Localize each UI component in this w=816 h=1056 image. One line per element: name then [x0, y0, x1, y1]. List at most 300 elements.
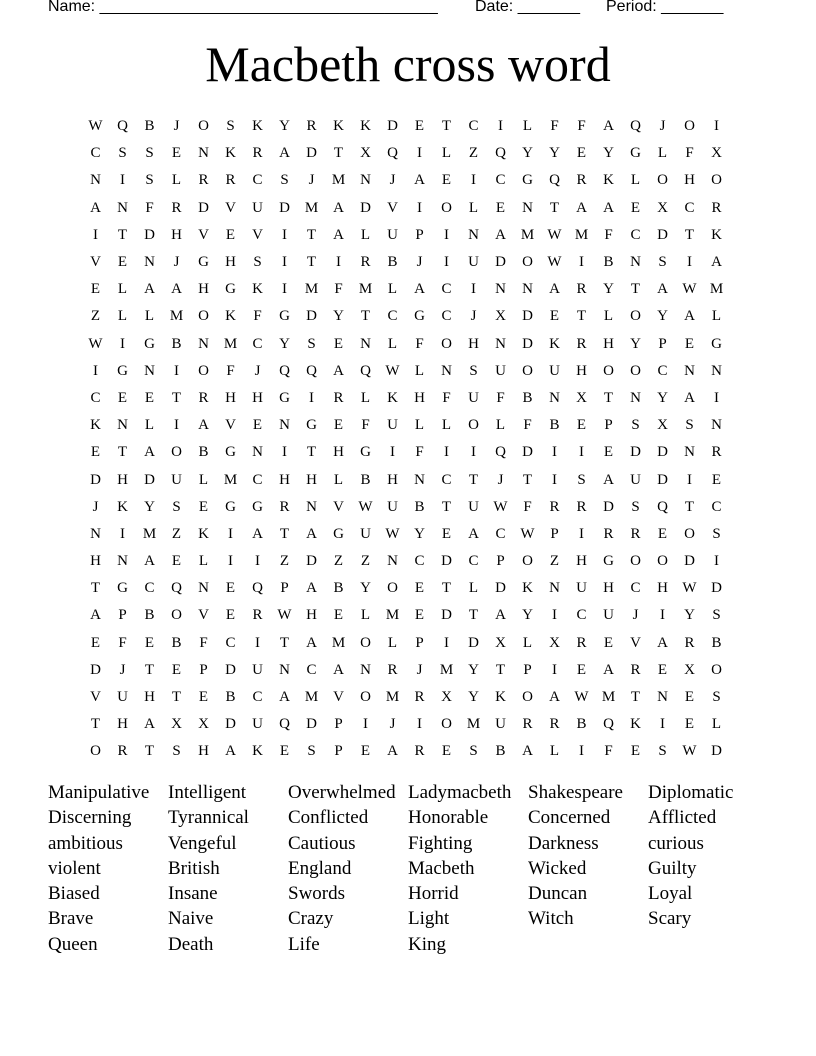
grid-letter[interactable]: N — [90, 172, 101, 189]
grid-letter[interactable]: O — [441, 716, 452, 733]
grid-letter[interactable]: P — [658, 335, 667, 352]
grid-letter[interactable]: A — [414, 281, 425, 298]
grid-letter[interactable]: B — [144, 118, 155, 135]
grid-letter[interactable]: H — [576, 553, 587, 570]
grid-letter[interactable]: D — [468, 634, 479, 651]
grid-letter[interactable]: K — [252, 281, 263, 298]
grid-letter[interactable]: B — [603, 254, 614, 271]
grid-letter[interactable]: E — [90, 281, 101, 298]
grid-letter[interactable]: O — [360, 689, 371, 706]
grid-letter[interactable]: L — [522, 634, 533, 651]
grid-letter[interactable]: G — [144, 335, 155, 352]
grid-letter[interactable]: T — [468, 471, 479, 488]
grid-letter[interactable]: K — [522, 580, 533, 597]
grid-letter[interactable]: L — [387, 281, 398, 298]
grid-letter[interactable]: A — [198, 417, 209, 434]
grid-letter[interactable]: C — [441, 308, 452, 325]
grid-letter[interactable]: V — [90, 254, 101, 271]
grid-letter[interactable]: E — [171, 145, 182, 162]
grid-letter[interactable]: S — [712, 525, 721, 542]
grid-letter[interactable]: S — [253, 254, 262, 271]
grid-letter[interactable]: A — [333, 362, 344, 379]
grid-letter[interactable]: C — [495, 525, 506, 542]
grid-letter[interactable]: O — [387, 580, 398, 597]
grid-letter[interactable]: U — [468, 389, 479, 406]
grid-letter[interactable]: W — [358, 498, 373, 515]
grid-letter[interactable]: N — [360, 661, 371, 678]
grid-letter[interactable]: G — [306, 417, 317, 434]
grid-letter[interactable]: H — [117, 471, 128, 488]
grid-letter[interactable]: A — [414, 172, 425, 189]
period-field-label[interactable]: Period: _______ — [606, 0, 724, 15]
grid-letter[interactable]: E — [333, 607, 344, 624]
grid-letter[interactable]: V — [198, 607, 209, 624]
grid-letter[interactable]: H — [198, 281, 209, 298]
grid-letter[interactable]: C — [441, 471, 452, 488]
grid-letter[interactable]: E — [549, 308, 560, 325]
grid-letter[interactable]: E — [657, 525, 668, 542]
grid-letter[interactable]: C — [711, 498, 722, 515]
grid-letter[interactable]: U — [468, 498, 479, 515]
grid-letter[interactable]: B — [414, 498, 425, 515]
grid-letter[interactable]: A — [225, 743, 236, 760]
grid-letter[interactable]: E — [684, 716, 695, 733]
grid-letter[interactable]: E — [252, 417, 263, 434]
grid-letter[interactable]: W — [385, 362, 400, 379]
grid-letter[interactable]: I — [228, 553, 233, 570]
grid-letter[interactable]: N — [198, 580, 209, 597]
grid-letter[interactable]: R — [576, 335, 587, 352]
grid-letter[interactable]: I — [714, 389, 719, 406]
grid-letter[interactable]: O — [171, 444, 182, 461]
grid-letter[interactable]: H — [387, 471, 398, 488]
grid-letter[interactable]: O — [441, 199, 452, 216]
grid-letter[interactable]: J — [173, 254, 180, 271]
grid-letter[interactable]: N — [684, 444, 695, 461]
grid-letter[interactable]: X — [657, 199, 668, 216]
grid-letter[interactable]: C — [252, 172, 263, 189]
grid-letter[interactable]: X — [549, 634, 560, 651]
grid-letter[interactable]: A — [711, 254, 722, 271]
grid-letter[interactable]: L — [468, 199, 479, 216]
grid-letter[interactable]: O — [630, 553, 641, 570]
grid-letter[interactable]: D — [90, 661, 101, 678]
grid-letter[interactable]: U — [576, 580, 587, 597]
grid-letter[interactable]: E — [576, 661, 587, 678]
grid-letter[interactable]: E — [603, 444, 614, 461]
grid-letter[interactable]: F — [550, 118, 559, 135]
grid-letter[interactable]: I — [120, 335, 125, 352]
grid-letter[interactable]: L — [117, 308, 128, 325]
grid-letter[interactable]: C — [306, 661, 317, 678]
grid-letter[interactable]: N — [360, 335, 371, 352]
grid-letter[interactable]: E — [495, 199, 506, 216]
grid-letter[interactable]: R — [279, 498, 290, 515]
grid-letter[interactable]: Y — [549, 145, 560, 162]
grid-letter[interactable]: N — [198, 335, 209, 352]
grid-letter[interactable]: P — [523, 661, 532, 678]
grid-letter[interactable]: P — [550, 525, 559, 542]
grid-letter[interactable]: W — [88, 335, 103, 352]
grid-letter[interactable]: M — [169, 308, 184, 325]
grid-letter[interactable]: D — [603, 498, 614, 515]
grid-letter[interactable]: O — [684, 118, 695, 135]
grid-letter[interactable]: F — [334, 281, 343, 298]
grid-letter[interactable]: D — [360, 199, 371, 216]
grid-letter[interactable]: S — [712, 607, 721, 624]
grid-letter[interactable]: A — [306, 634, 317, 651]
grid-letter[interactable]: K — [252, 743, 263, 760]
grid-letter[interactable]: L — [549, 743, 560, 760]
grid-letter[interactable]: A — [657, 281, 668, 298]
grid-letter[interactable]: T — [630, 689, 641, 706]
grid-letter[interactable]: C — [144, 580, 155, 597]
grid-letter[interactable]: P — [415, 634, 424, 651]
grid-letter[interactable]: L — [333, 471, 344, 488]
grid-letter[interactable]: V — [198, 226, 209, 243]
grid-letter[interactable]: Q — [252, 580, 263, 597]
grid-letter[interactable]: S — [145, 145, 154, 162]
grid-letter[interactable]: U — [360, 525, 371, 542]
grid-letter[interactable]: S — [469, 362, 478, 379]
grid-letter[interactable]: R — [387, 661, 398, 678]
grid-letter[interactable]: O — [657, 172, 668, 189]
grid-letter[interactable]: A — [603, 118, 614, 135]
grid-letter[interactable]: R — [684, 634, 695, 651]
grid-letter[interactable]: O — [522, 254, 533, 271]
grid-letter[interactable]: F — [685, 145, 694, 162]
date-field-label[interactable]: Date: _______ — [475, 0, 580, 15]
grid-letter[interactable]: O — [171, 607, 182, 624]
grid-letter[interactable]: F — [145, 199, 154, 216]
grid-letter[interactable]: J — [416, 661, 423, 678]
grid-letter[interactable]: I — [444, 444, 449, 461]
grid-letter[interactable]: G — [252, 498, 263, 515]
grid-letter[interactable]: A — [495, 226, 506, 243]
grid-letter[interactable]: K — [90, 417, 101, 434]
grid-letter[interactable]: H — [603, 335, 614, 352]
grid-letter[interactable]: I — [363, 716, 368, 733]
grid-letter[interactable]: X — [441, 689, 452, 706]
grid-letter[interactable]: I — [120, 172, 125, 189]
grid-letter[interactable]: W — [493, 498, 508, 515]
grid-letter[interactable]: A — [333, 661, 344, 678]
grid-letter[interactable]: X — [576, 389, 587, 406]
grid-letter[interactable]: H — [306, 607, 317, 624]
grid-letter[interactable]: U — [495, 362, 506, 379]
grid-letter[interactable]: Q — [657, 498, 668, 515]
grid-letter[interactable]: T — [549, 199, 560, 216]
grid-letter[interactable]: T — [117, 226, 128, 243]
grid-letter[interactable]: R — [576, 634, 587, 651]
grid-letter[interactable]: A — [306, 525, 317, 542]
grid-letter[interactable]: A — [468, 525, 479, 542]
grid-letter[interactable]: C — [90, 389, 101, 406]
grid-letter[interactable]: I — [444, 634, 449, 651]
grid-letter[interactable]: S — [172, 498, 181, 515]
grid-letter[interactable]: C — [225, 634, 236, 651]
grid-letter[interactable]: D — [711, 580, 722, 597]
grid-letter[interactable]: T — [306, 444, 317, 461]
grid-letter[interactable]: Q — [306, 362, 317, 379]
grid-letter[interactable]: G — [225, 281, 236, 298]
grid-letter[interactable]: K — [198, 525, 209, 542]
grid-letter[interactable]: A — [252, 525, 263, 542]
grid-letter[interactable]: F — [523, 417, 532, 434]
grid-letter[interactable]: U — [387, 498, 398, 515]
grid-letter[interactable]: F — [496, 389, 505, 406]
grid-letter[interactable]: L — [360, 389, 371, 406]
grid-letter[interactable]: P — [199, 661, 208, 678]
grid-letter[interactable]: N — [306, 498, 317, 515]
grid-letter[interactable]: H — [171, 226, 182, 243]
grid-letter[interactable]: N — [387, 553, 398, 570]
grid-letter[interactable]: J — [119, 661, 126, 678]
grid-letter[interactable]: E — [333, 335, 344, 352]
grid-letter[interactable]: A — [144, 444, 155, 461]
grid-letter[interactable]: F — [226, 362, 235, 379]
grid-letter[interactable]: D — [306, 716, 317, 733]
grid-letter[interactable]: D — [657, 471, 668, 488]
grid-letter[interactable]: X — [684, 661, 695, 678]
grid-letter[interactable]: W — [682, 580, 697, 597]
grid-letter[interactable]: I — [498, 118, 503, 135]
grid-letter[interactable]: D — [306, 145, 317, 162]
grid-letter[interactable]: O — [630, 362, 641, 379]
grid-letter[interactable]: I — [174, 417, 179, 434]
grid-letter[interactable]: F — [415, 444, 424, 461]
grid-letter[interactable]: C — [441, 281, 452, 298]
grid-letter[interactable]: E — [198, 498, 209, 515]
grid-letter[interactable]: U — [603, 607, 614, 624]
grid-letter[interactable]: O — [522, 689, 533, 706]
grid-letter[interactable]: D — [495, 254, 506, 271]
grid-letter[interactable]: H — [306, 471, 317, 488]
grid-letter[interactable]: T — [90, 716, 101, 733]
grid-letter[interactable]: D — [225, 716, 236, 733]
grid-letter[interactable]: P — [280, 580, 289, 597]
grid-letter[interactable]: T — [144, 743, 155, 760]
grid-letter[interactable]: L — [144, 417, 155, 434]
grid-letter[interactable]: F — [604, 226, 613, 243]
grid-letter[interactable]: D — [225, 661, 236, 678]
grid-letter[interactable]: I — [309, 389, 314, 406]
grid-letter[interactable]: C — [576, 607, 587, 624]
grid-letter[interactable]: U — [387, 417, 398, 434]
grid-letter[interactable]: T — [522, 471, 533, 488]
grid-letter[interactable]: E — [630, 199, 641, 216]
grid-letter[interactable]: A — [603, 199, 614, 216]
grid-letter[interactable]: R — [360, 254, 371, 271]
grid-letter[interactable]: N — [495, 335, 506, 352]
grid-letter[interactable]: A — [333, 199, 344, 216]
grid-letter[interactable]: N — [360, 172, 371, 189]
grid-letter[interactable]: C — [657, 362, 668, 379]
grid-letter[interactable]: L — [387, 335, 398, 352]
grid-letter[interactable]: E — [603, 634, 614, 651]
grid-letter[interactable]: V — [252, 226, 263, 243]
grid-letter[interactable]: I — [552, 607, 557, 624]
grid-letter[interactable]: X — [171, 716, 182, 733]
grid-letter[interactable]: A — [144, 281, 155, 298]
grid-letter[interactable]: K — [630, 716, 641, 733]
grid-letter[interactable]: A — [90, 199, 101, 216]
grid-letter[interactable]: H — [144, 689, 155, 706]
grid-letter[interactable]: E — [576, 145, 587, 162]
grid-letter[interactable]: L — [603, 308, 614, 325]
grid-letter[interactable]: K — [603, 172, 614, 189]
grid-letter[interactable]: E — [657, 661, 668, 678]
grid-letter[interactable]: L — [360, 226, 371, 243]
grid-letter[interactable]: R — [225, 172, 236, 189]
grid-letter[interactable]: L — [522, 118, 533, 135]
grid-letter[interactable]: J — [92, 498, 99, 515]
grid-letter[interactable]: Y — [603, 281, 614, 298]
grid-letter[interactable]: G — [225, 444, 236, 461]
grid-letter[interactable]: A — [279, 689, 290, 706]
grid-letter[interactable]: H — [225, 389, 236, 406]
grid-letter[interactable]: Q — [279, 362, 290, 379]
grid-letter[interactable]: T — [576, 308, 587, 325]
grid-letter[interactable]: Q — [495, 145, 506, 162]
grid-letter[interactable]: H — [252, 389, 263, 406]
grid-letter[interactable]: A — [144, 716, 155, 733]
grid-letter[interactable]: I — [579, 743, 584, 760]
grid-letter[interactable]: H — [90, 553, 101, 570]
grid-letter[interactable]: L — [117, 281, 128, 298]
grid-letter[interactable]: L — [630, 172, 641, 189]
grid-letter[interactable]: R — [630, 525, 641, 542]
grid-letter[interactable]: Y — [603, 145, 614, 162]
grid-letter[interactable]: U — [171, 471, 182, 488]
grid-letter[interactable]: A — [90, 607, 101, 624]
grid-letter[interactable]: A — [549, 281, 560, 298]
grid-letter[interactable]: D — [198, 199, 209, 216]
grid-letter[interactable]: T — [441, 580, 452, 597]
grid-letter[interactable]: I — [471, 281, 476, 298]
grid-letter[interactable]: F — [523, 498, 532, 515]
grid-letter[interactable]: O — [711, 661, 722, 678]
grid-letter[interactable]: V — [225, 417, 236, 434]
grid-letter[interactable]: N — [441, 362, 452, 379]
grid-letter[interactable]: D — [657, 226, 668, 243]
grid-letter[interactable]: T — [603, 389, 614, 406]
grid-letter[interactable]: O — [198, 308, 209, 325]
grid-letter[interactable]: I — [417, 716, 422, 733]
grid-letter[interactable]: J — [632, 607, 639, 624]
grid-letter[interactable]: O — [198, 362, 209, 379]
grid-letter[interactable]: L — [468, 580, 479, 597]
grid-letter[interactable]: E — [225, 226, 236, 243]
grid-letter[interactable]: I — [93, 362, 98, 379]
grid-letter[interactable]: T — [279, 525, 290, 542]
grid-letter[interactable]: E — [171, 553, 182, 570]
grid-letter[interactable]: F — [415, 335, 424, 352]
grid-letter[interactable]: E — [441, 172, 452, 189]
grid-letter[interactable]: S — [307, 743, 316, 760]
grid-letter[interactable]: A — [522, 743, 533, 760]
grid-letter[interactable]: I — [687, 471, 692, 488]
grid-letter[interactable]: I — [282, 281, 287, 298]
grid-letter[interactable]: X — [711, 145, 722, 162]
grid-letter[interactable]: U — [117, 689, 128, 706]
grid-letter[interactable]: O — [522, 553, 533, 570]
grid-letter[interactable]: W — [277, 607, 292, 624]
grid-letter[interactable]: F — [604, 743, 613, 760]
grid-letter[interactable]: U — [252, 199, 263, 216]
grid-letter[interactable]: M — [331, 634, 346, 651]
grid-letter[interactable]: R — [630, 661, 641, 678]
grid-letter[interactable]: S — [172, 743, 181, 760]
grid-letter[interactable]: C — [684, 199, 695, 216]
grid-letter[interactable]: E — [684, 335, 695, 352]
grid-letter[interactable]: G — [711, 335, 722, 352]
grid-letter[interactable]: C — [252, 335, 263, 352]
grid-letter[interactable]: D — [684, 553, 695, 570]
grid-letter[interactable]: M — [466, 716, 481, 733]
grid-letter[interactable]: I — [552, 471, 557, 488]
grid-letter[interactable]: M — [304, 199, 319, 216]
grid-letter[interactable]: W — [682, 743, 697, 760]
grid-letter[interactable]: U — [252, 716, 263, 733]
grid-letter[interactable]: B — [522, 389, 533, 406]
grid-letter[interactable]: G — [117, 362, 128, 379]
grid-letter[interactable]: P — [604, 417, 613, 434]
grid-letter[interactable]: R — [198, 389, 209, 406]
grid-letter[interactable]: Y — [144, 498, 155, 515]
grid-letter[interactable]: I — [579, 525, 584, 542]
grid-letter[interactable]: R — [117, 743, 128, 760]
grid-letter[interactable]: A — [171, 281, 182, 298]
grid-letter[interactable]: Z — [333, 553, 344, 570]
grid-letter[interactable]: R — [198, 172, 209, 189]
grid-letter[interactable]: S — [712, 689, 721, 706]
grid-letter[interactable]: Y — [657, 308, 668, 325]
grid-letter[interactable]: A — [387, 743, 398, 760]
grid-letter[interactable]: K — [225, 145, 236, 162]
grid-letter[interactable]: U — [468, 254, 479, 271]
grid-letter[interactable]: Y — [468, 661, 479, 678]
grid-letter[interactable]: T — [468, 607, 479, 624]
grid-letter[interactable]: H — [225, 254, 236, 271]
grid-letter[interactable]: L — [657, 145, 668, 162]
grid-letter[interactable]: O — [657, 553, 668, 570]
grid-letter[interactable]: H — [603, 580, 614, 597]
grid-letter[interactable]: I — [255, 634, 260, 651]
grid-letter[interactable]: M — [331, 172, 346, 189]
grid-letter[interactable]: M — [223, 471, 238, 488]
grid-letter[interactable]: I — [228, 525, 233, 542]
grid-letter[interactable]: I — [714, 118, 719, 135]
grid-letter[interactable]: P — [496, 553, 505, 570]
grid-letter[interactable]: A — [144, 553, 155, 570]
grid-letter[interactable]: D — [630, 444, 641, 461]
grid-letter[interactable]: I — [579, 444, 584, 461]
grid-letter[interactable]: G — [279, 308, 290, 325]
grid-letter[interactable]: L — [414, 417, 425, 434]
grid-letter[interactable]: F — [118, 634, 127, 651]
grid-letter[interactable]: C — [630, 226, 641, 243]
grid-letter[interactable]: P — [118, 607, 127, 624]
grid-letter[interactable]: B — [711, 634, 722, 651]
grid-letter[interactable]: V — [333, 498, 344, 515]
grid-letter[interactable]: I — [660, 716, 665, 733]
grid-letter[interactable]: C — [468, 553, 479, 570]
grid-letter[interactable]: C — [414, 553, 425, 570]
grid-letter[interactable]: H — [414, 389, 425, 406]
grid-letter[interactable]: V — [630, 634, 641, 651]
grid-letter[interactable]: D — [144, 226, 155, 243]
